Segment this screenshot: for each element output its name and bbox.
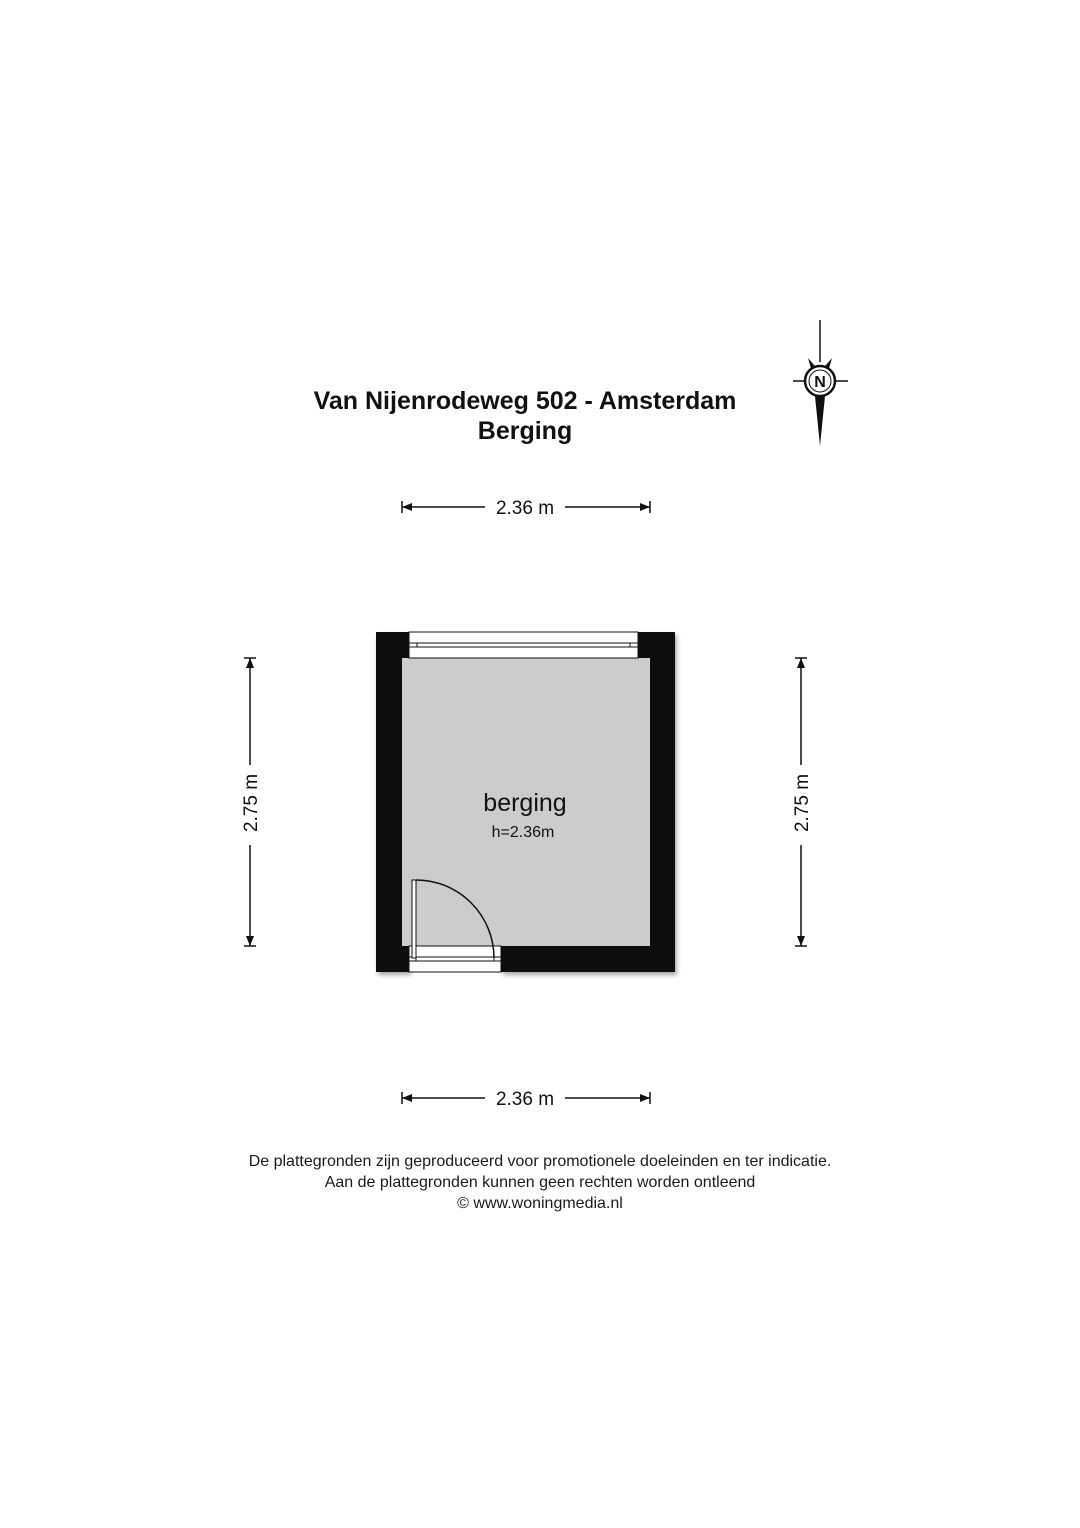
plan-subtitle: Berging: [477, 417, 573, 445]
room-height: h=2.36m: [491, 824, 555, 841]
copyright-link[interactable]: © www.woningmedia.nl: [457, 1195, 623, 1212]
dimension-right-label: 2.75 m: [792, 773, 813, 833]
dimension-top: [402, 498, 650, 519]
plan-title: Van Nijenrodeweg 502 - Amsterdam: [313, 387, 737, 415]
dimension-left-label: 2.75 m: [241, 773, 262, 833]
wall-top-left: [376, 632, 409, 658]
room-name: berging: [483, 789, 567, 817]
window-top: [409, 632, 638, 658]
disclaimer-line-2: Aan de plattegronden kunnen geen rechten worden ontleend: [324, 1174, 756, 1191]
wall-right: [650, 632, 675, 972]
dimension-bottom: [402, 1089, 650, 1110]
dimension-left: [241, 658, 262, 946]
disclaimer-line-1: De plattegronden zijn geproduceerd voor promotionele doeleinden en ter indicatie.: [248, 1153, 832, 1170]
wall-bottom-right: [501, 946, 675, 972]
wall-top-right: [638, 632, 675, 658]
door-opening: [409, 946, 501, 972]
dimension-bottom-label: 2.36 m: [495, 1089, 555, 1110]
wall-left: [376, 632, 402, 972]
dimension-top-label: 2.36 m: [495, 498, 555, 519]
north-arrow-icon: [793, 320, 848, 446]
wall-bottom-left: [376, 946, 409, 972]
compass-label: N: [814, 374, 826, 391]
dimension-right: [792, 658, 813, 946]
disclaimer: [0, 1151, 1080, 1214]
